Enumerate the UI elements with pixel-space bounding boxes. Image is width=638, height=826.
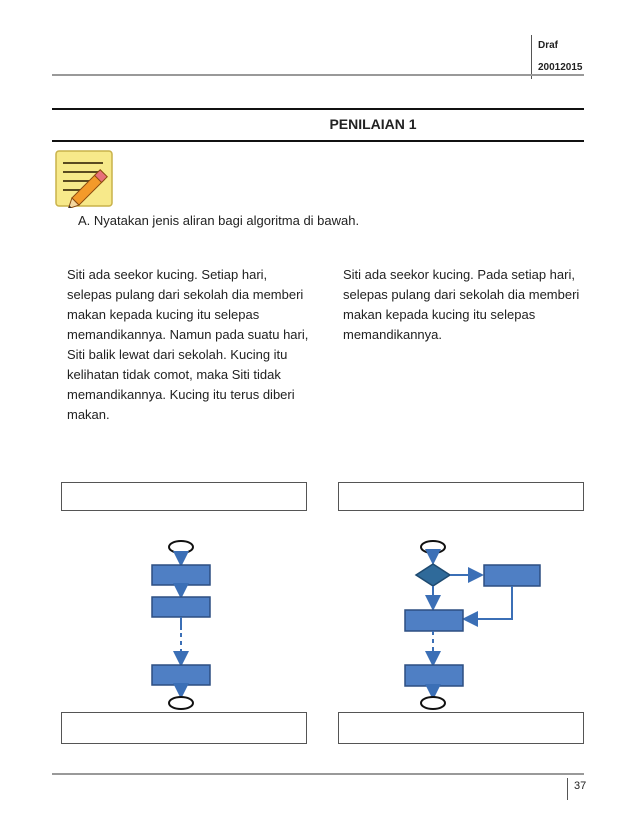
process-box — [152, 597, 210, 617]
header-rule — [52, 74, 584, 76]
draft-code: 20012015 — [538, 62, 583, 73]
section-title-bar — [52, 108, 584, 142]
process-box — [405, 610, 463, 631]
footer-rule — [52, 773, 584, 775]
process-box — [152, 565, 210, 585]
draft-label: Draf — [538, 40, 559, 51]
answer-box-right-bottom[interactable] — [338, 712, 584, 744]
flowchart-sequence — [60, 535, 310, 710]
answer-box-left-bottom[interactable] — [61, 712, 307, 744]
instruction-text: A. Nyatakan jenis aliran bagi algoritma di bawah. — [78, 213, 360, 228]
start-terminal — [169, 541, 193, 553]
process-box — [484, 565, 540, 586]
story-right: Siti ada seekor kucing. Pada setiap hari, selepas pulang dari sekolah dia memberi makan kepada kucing itu selepas memandikannya. — [343, 267, 580, 342]
notepad-pencil-icon — [55, 150, 115, 208]
decision-diamond — [416, 564, 450, 586]
story-left: Siti ada seekor kucing. Setiap hari, selepas pulang dari sekolah dia memberi makan kepada kucing itu selepas memandikannya. Namun pada suatu hari, Siti balik lewat dari sekolah. Kucing itu kelihatan tidak comot, maka Siti tidak memandikannya. Kucing itu terus diberi makan. — [67, 267, 309, 422]
process-box — [152, 665, 210, 685]
answer-box-left-top[interactable] — [61, 482, 307, 511]
answer-box-right-top[interactable] — [338, 482, 584, 511]
section-title: PENILAIAN 1 — [329, 116, 417, 132]
end-terminal — [421, 697, 445, 709]
flowchart-selection — [330, 535, 580, 710]
start-terminal — [421, 541, 445, 553]
page-number: 37 — [567, 778, 614, 800]
process-box — [405, 665, 463, 686]
end-terminal — [169, 697, 193, 709]
draft-tag — [531, 35, 638, 79]
